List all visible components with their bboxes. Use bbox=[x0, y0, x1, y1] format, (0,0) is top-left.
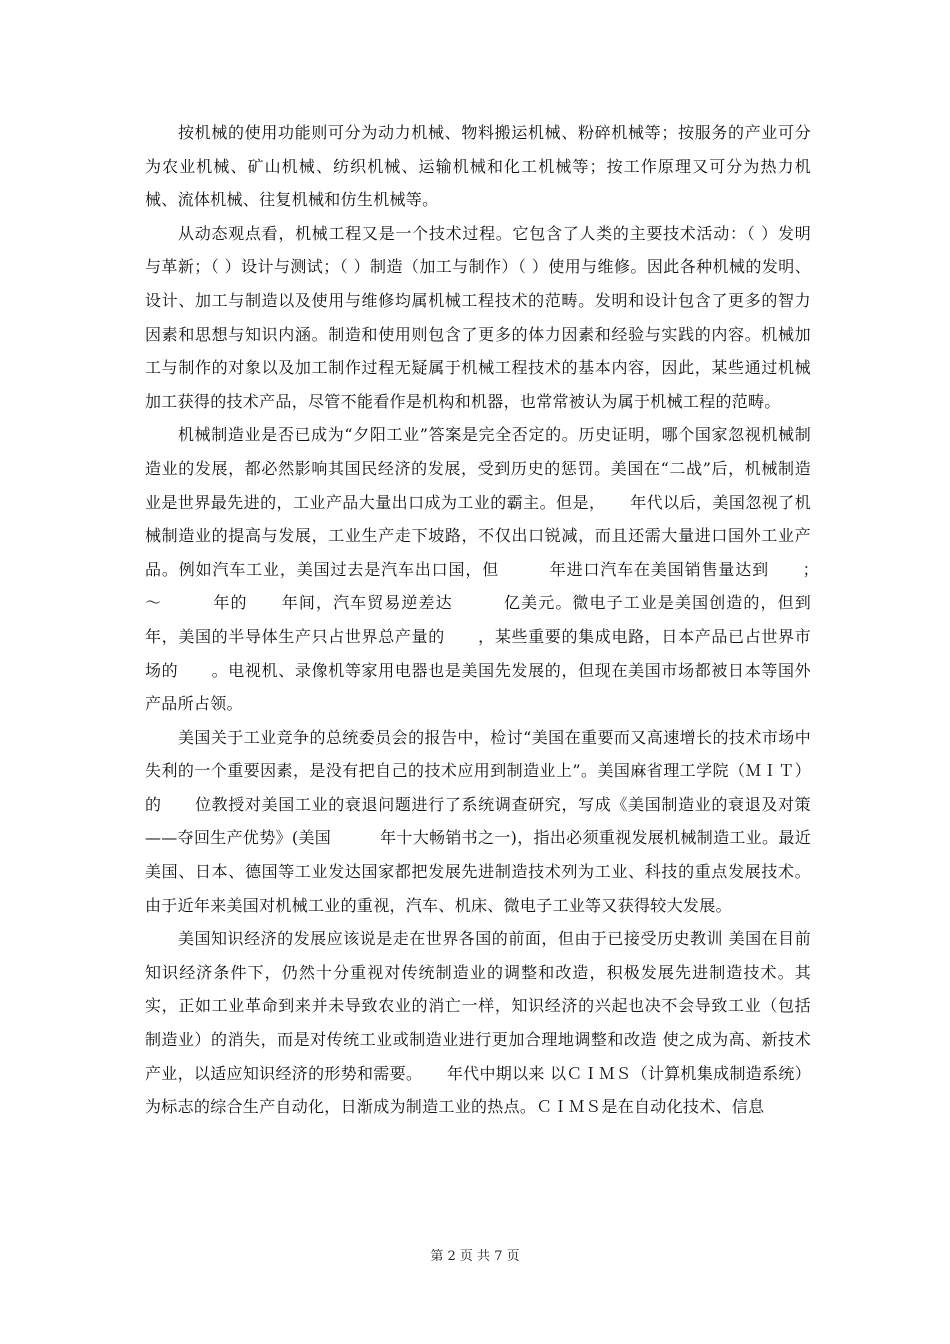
paragraph-1: 按机械的使用功能则可分为动力机械、物料搬运机械、粉碎机械等；按服务的产业可分为农业机械、矿山机械、纺织机械、运输机械和化工机械等；按工作原理又可分为热力机械、流体机械、往复机械和仿生机械等。 bbox=[145, 123, 811, 210]
document-body bbox=[145, 116, 860, 1124]
paragraph-5: 美国知识经济的发展应该说是走在世界各国的前面，但由于已接受历史教训 美国在目前知识经济条件下，仍然十分重视对传统制造业的调整和改造，积极发展先进制造技术。其实，正如工业革命到来并未导致农业的消亡一样，知识经济的兴起也决不会导致工业（包括制造业）的消失，而是对传统工业或制造业进行更加合理地调整和改造 使之成为高、新技术产业，以适应知识经济的形势和需要。 年代中期以来 以ＣＩＭＳ（计算机集成制造系统）为标志的综合生产自动化，日渐成为制造工业的热点。ＣＩＭＳ是在自动化技术、信息 bbox=[145, 929, 811, 1117]
paragraph-4: 美国关于工业竞争的总统委员会的报告中，检讨“美国在重要而又高速增长的技术市场中失利的一个重要因素，是没有把自己的技术应用到制造业上”。美国麻省理工学院（ＭＩＴ）的 位教授对美国工业的衰退问题进行了系统调查研究，写成《美国制造业的衰退及对策——夺回生产优势》(美国 年十大畅销书之一)，指出必须重视发展机械制造工业。最近美国、日本、德国等工业发达国家都把发展先进制造技术列为工业、科技的重点发展技术。由于近年来美国对机械工业的重视，汽车、机床、微电子工业等又获得较大发展。 bbox=[145, 727, 811, 915]
page-footer: 第 2 页 共 7 页 bbox=[430, 1249, 520, 1264]
paragraph-2: 从动态观点看，机械工程又是一个技术过程。它包含了人类的主要技术活动：（ ）发明与革新；（ ）设计与测试；（ ）制造（加工与制作）（ ）使用与维修。因此各种机械的发明、设计、加工与制造以及使用与维修均属机械工程技术的范畴。发明和设计包含了更多的智力因素和思想与知识内涵。制造和使用则包含了更多的体力因素和经验与实践的内容。机械加工与制作的对象以及加工制作过程无疑属于机械工程技术的基本内容，因此，某些通过机械加工获得的技术产品，尽管不能看作是机构和机器，也常常被认为属于机械工程的范畴。 bbox=[145, 223, 811, 411]
paragraph-3: 机械制造业是否已成为“夕阳工业”答案是完全否定的。历史证明，哪个国家忽视机械制造业的发展，都必然影响其国民经济的发展，受到历史的惩罚。美国在“二战”后，机械制造业是世界最先进的，工业产品大量出口成为工业的霸主。但是， 年代以后，美国忽视了机械制造业的提高与发展，工业生产走下坡路，不仅出口锐减，而且还需大量进口国外工业产品。例如汽车工业，美国过去是汽车出口国，但 年进口汽车在美国销售量达到 ； ～ 年的 年间，汽车贸易逆差达 亿美元。微电子工业是美国创造的，但到 年，美国的半导体生产只占世界总产量的 ，某些重要的集成电路，日本产品已占世界市场的 。电视机、录像机等家用电器也是美国先发展的，但现在美国市场都被日本等国外产品所占领。 bbox=[145, 425, 860, 714]
